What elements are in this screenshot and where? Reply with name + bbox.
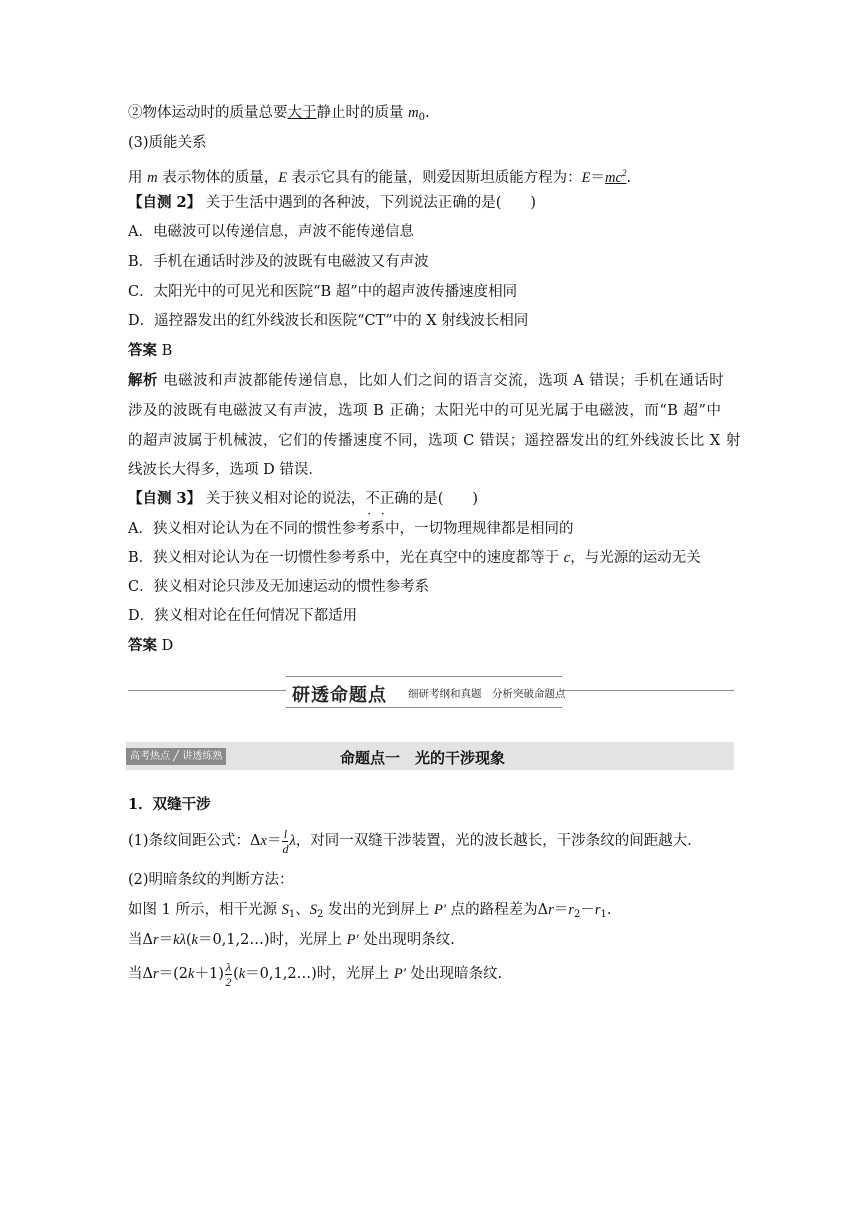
text-segment: A．电磁波可以传递信息，声波不能传递信息 (128, 224, 414, 240)
question-label: 【自测 3】 (128, 490, 202, 507)
fraction-denominator: 2 (225, 974, 232, 989)
text-segment: . (424, 105, 430, 121)
text-segment: ，对同一双缝干涉装置，光的波长越长，干涉条纹的间距越大. (295, 833, 692, 849)
text-segment: 关于狭义相对论的说法， (201, 491, 366, 507)
math-symbol: P′ (393, 966, 406, 982)
fraction-denominator: d (282, 841, 289, 856)
math-symbol: r (152, 966, 159, 982)
math-symbol: r (568, 902, 574, 918)
option-a (128, 222, 414, 242)
text-segment: A．狭义相对论认为在不同的惯性参考系中，一切物理规律都是相同的 (128, 521, 574, 537)
answer-line (128, 341, 172, 361)
question-stem (128, 489, 478, 509)
text-segment: 的是( ) (408, 491, 479, 507)
analysis-line (128, 431, 741, 451)
formula-line (128, 958, 502, 990)
math-symbol: kλ (173, 932, 186, 948)
text-segment: (1)条纹间距公式：Δ (128, 833, 261, 849)
option-c (128, 282, 517, 302)
emphasis-text: 不正确 · · (365, 491, 409, 507)
option-d (128, 311, 528, 331)
option-b (128, 548, 701, 568)
text-segment: 线波长大得多，选项 D 错误． (128, 462, 323, 478)
math-superscript: 2 (621, 168, 627, 178)
answer-value: D (157, 638, 174, 654)
option-b (128, 252, 429, 272)
analysis-line (128, 460, 323, 480)
text-segment: 表示它具有的能量，则爱因斯坦质能方程为： (287, 170, 582, 186)
fraction (282, 827, 288, 856)
text-segment: 的超声波属于机械波，它们的传播速度不同，选项 C 错误；遥控器发出的红外线波长比 X 射 (128, 433, 741, 449)
math-subscript: 2 (573, 909, 581, 920)
fraction (225, 960, 232, 989)
divider (562, 690, 734, 691)
answer-label: 答案 (128, 637, 157, 654)
underlined-answer (605, 170, 626, 186)
text-line (128, 870, 294, 890)
text-segment: B．狭义相对论认为在一切惯性参考系中，光在真空中的速度都等于 (128, 550, 564, 566)
underlined-answer: 大于 (287, 105, 317, 121)
math-symbol: S (309, 902, 317, 918)
math-symbol: k (238, 966, 246, 982)
text-segment: ，与光源的运动无关 (570, 550, 701, 566)
text-segment: 当Δ (128, 966, 153, 982)
text-segment: 如图 1 所示，相干光源 (128, 902, 282, 918)
text-segment: ＝0,1,2…)时，光屏上 (245, 966, 394, 982)
analysis-label: 解析 (128, 372, 158, 389)
text-segment: (3)质能关系 (128, 135, 207, 151)
option-a (128, 519, 573, 539)
divider (128, 690, 286, 691)
text-segment: 点的路程差为Δ (446, 902, 549, 918)
topic-title: 命题点一 光的干涉现象 (340, 749, 506, 767)
text-line (128, 930, 455, 950)
math-symbol: m (147, 170, 158, 186)
text-segment: D．狭义相对论在任何情况下都适用 (128, 608, 358, 624)
math-symbol: P′ (346, 932, 359, 948)
math-symbol: mc (605, 170, 622, 186)
text-segment: C．狭义相对论只涉及无加速运动的惯性参考系 (128, 579, 430, 595)
answer-value: B (157, 343, 173, 359)
math-symbol: k (188, 966, 195, 982)
fraction-numerator: λ (225, 959, 232, 974)
text-segment: 表示物体的质量， (157, 170, 279, 186)
text-segment: 处出现明条纹. (358, 932, 455, 948)
text-segment: ＋1) (194, 966, 224, 982)
text-line (128, 103, 430, 128)
formula-line (128, 826, 692, 856)
math-subscript: 0 (418, 112, 425, 123)
math-symbol: S (281, 902, 289, 918)
fraction-numerator: l (283, 826, 288, 841)
text-segment: 发出的光到屏上 (323, 902, 435, 918)
text-segment: (2)明暗条纹的判断方法： (128, 872, 294, 888)
math-symbol: r (594, 902, 601, 918)
text-segment: 涉及的波既有电磁波又有声波，选项 B 正确；太阳光中的可见光属于电磁波，而“B 超”中 (128, 403, 722, 419)
text-segment: C．太阳光中的可见光和医院“B 超”中的超声波传播速度相同 (128, 284, 518, 300)
math-symbol: r (548, 902, 554, 918)
topic-tag: 高考热点 ╱ 讲透练熟 (126, 748, 226, 765)
section-banner-subtitle: 细研考纲和真题 分析突破命题点 (408, 688, 566, 700)
text-segment: 用 (128, 170, 148, 186)
text-segment: ＝(2 (158, 966, 189, 982)
math-symbol: c (563, 550, 571, 566)
text-segment: D．遥控器发出的红外线波长和医院“CT”中的 X 射线波长相同 (128, 313, 529, 329)
math-symbol: x (260, 833, 267, 849)
text-line (128, 900, 611, 925)
text-segment: 静止时的质量 (316, 105, 409, 121)
text-segment: ＝0,1,2…)时，光屏上 (197, 932, 347, 948)
math-symbol: λ (289, 833, 296, 849)
math-subscript: 1 (600, 909, 607, 920)
analysis-line (128, 401, 721, 421)
text-segment: ②物体运动时的质量总要 (128, 105, 288, 121)
text-segment: ( (185, 932, 192, 948)
math-symbol: E (278, 170, 288, 186)
math-symbol: k (191, 932, 198, 948)
math-symbol: E (581, 170, 591, 186)
text-segment: 、 (295, 902, 310, 918)
text-segment: 处出现暗条纹. (405, 966, 503, 982)
analysis-line (128, 371, 724, 391)
text-segment: ( (233, 966, 239, 982)
question-label: 【自测 2】 (128, 194, 202, 211)
text-segment: － (580, 902, 595, 918)
text-segment: B．手机在通话时涉及的波既有电磁波又有声波 (128, 254, 429, 270)
text-segment: 电磁波和声波都能传递信息，比如人们之间的语言交流，选项 A 错误；手机在通话时 (158, 373, 725, 389)
math-symbol: m (408, 105, 419, 121)
subsection-heading (128, 133, 207, 153)
option-c (128, 577, 429, 597)
math-symbol: P′ (434, 902, 447, 918)
answer-line (128, 636, 173, 656)
math-subscript: 2 (316, 909, 324, 920)
option-d (128, 606, 357, 626)
text-segment: ＝ (158, 932, 174, 948)
text-segment: 1．双缝干涉 (128, 796, 211, 813)
text-segment: . (606, 902, 612, 918)
text-segment: 关于生活中遇到的各种波，下列说法正确的是( ) (201, 195, 537, 211)
text-segment: ＝ (553, 902, 569, 918)
section-heading (128, 795, 211, 815)
question-stem (128, 193, 536, 213)
section-banner-title: 研透命题点 (292, 685, 387, 706)
text-segment: ＝ (266, 833, 282, 849)
math-symbol: r (152, 932, 159, 948)
text-line (128, 163, 631, 188)
math-subscript: 1 (288, 909, 296, 920)
text-segment: . (626, 170, 632, 186)
answer-label: 答案 (128, 342, 157, 359)
text-segment: 当Δ (128, 932, 153, 948)
text-segment: ＝ (590, 170, 606, 186)
